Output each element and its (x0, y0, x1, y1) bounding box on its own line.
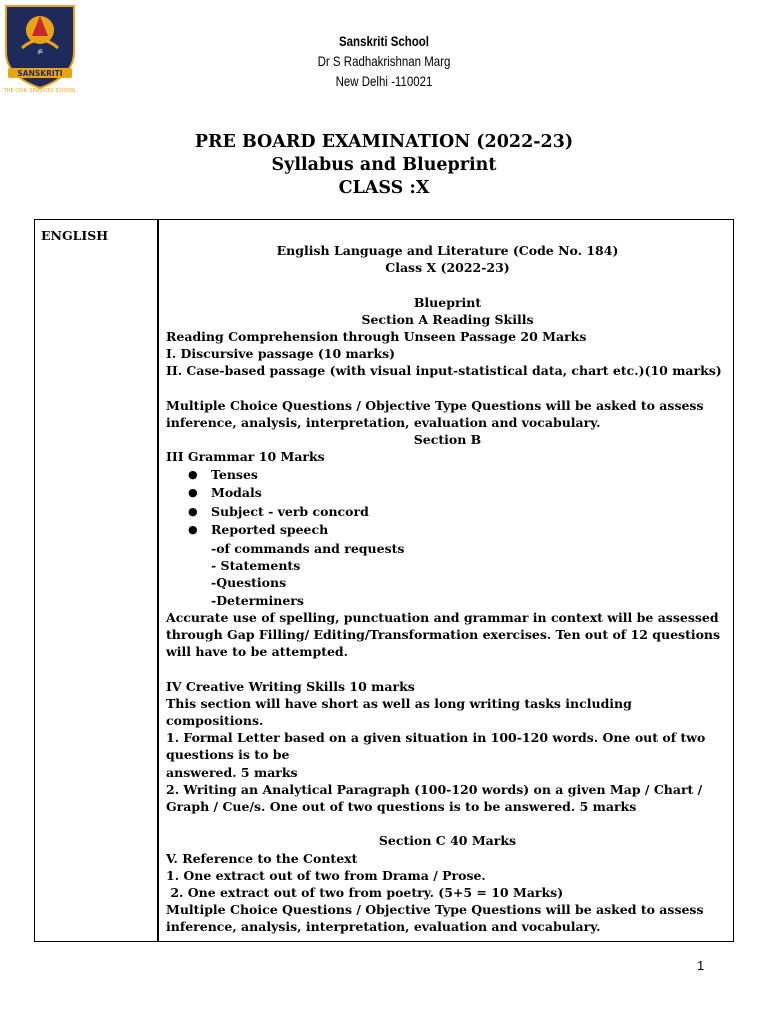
mcq-note: Multiple Choice Questions / Objective Type Questions will be asked to assess inference, analysis, interpretation, evaluation and vocabulary. (166, 902, 704, 935)
syllabus-content (159, 220, 733, 936)
course-class: Class X (2022-23) (385, 260, 510, 276)
reported-sub-item: -of commands and requests (211, 540, 405, 556)
grammar-list (166, 466, 729, 540)
writing-item-2: 2. Writing an Analytical Paragraph (100-120 words) on a given Map / Chart / Graph / Cue/s. One out of two questions is to be answered. 5 marks (166, 781, 703, 815)
subject-label: ENGLISH (41, 228, 109, 243)
svg-text:THE CIVIL SERVICES SCHOOL: THE CIVIL SERVICES SCHOOL (3, 88, 77, 94)
mcq-note: Multiple Choice Questions / Objective Type Questions will be asked to assess inference, analysis, interpretation, evaluation and vocabulary. (166, 397, 704, 430)
writing-item-1-cont: answered. 5 marks (166, 764, 298, 780)
reported-sub-item: -Determiners (211, 592, 304, 608)
grammar-note: Accurate use of spelling, punctuation and grammar in context will be assessed through Gap Filling/ Editing/Transformation exercises. Ten out of 12 questions will have to be attempted. (166, 609, 721, 660)
reference-heading: V. Reference to the Context (166, 850, 358, 866)
list-item: ● Modals (166, 484, 729, 503)
list-item: ● Subject - verb concord (166, 503, 729, 522)
exam-title: PRE BOARD EXAMINATION (2022-23) (194, 132, 574, 152)
subject-cell (35, 220, 159, 942)
school-logo (0, 2, 80, 94)
reference-item-1: 1. One extract out of two from Drama / Prose. (166, 867, 486, 883)
syllabus-cell (158, 220, 734, 942)
list-item: ● Tenses (166, 466, 729, 485)
reported-sub-item: - Statements (211, 558, 301, 574)
writing-heading: IV Creative Writing Skills 10 marks (166, 678, 415, 694)
list-item: ● Reported speech (166, 521, 729, 540)
doc-subtitle: Syllabus and Blueprint (271, 155, 497, 175)
reading-heading: Reading Comprehension through Unseen Passage 20 Marks (166, 329, 587, 344)
reference-item-2: 2. One extract out of two from poetry. (5+5 = 10 Marks) (166, 885, 564, 901)
syllabus-table (34, 219, 734, 942)
school-header (69, 31, 699, 91)
reading-item-1: I. Discursive passage (10 marks) (166, 346, 396, 362)
school-name: Sanskriti School (339, 33, 429, 49)
page-number: 1 (697, 958, 705, 973)
school-address-line2: New Delhi -110021 (335, 73, 433, 89)
writing-intro: This section will have short as well as long writing tasks including compositions. (166, 695, 632, 728)
section-b-heading: Section B (413, 432, 482, 448)
svg-text:SANSKRITI: SANSKRITI (17, 69, 63, 78)
section-a-heading: Section A Reading Skills (361, 311, 534, 327)
school-address-line1: Dr S Radhakrishnan Marg (317, 53, 451, 69)
document-heading (0, 131, 768, 200)
grammar-heading: III Grammar 10 Marks (166, 449, 325, 465)
reading-item-2: II. Case-based passage (with visual input-statistical data, chart etc.)(10 marks) (166, 363, 722, 379)
reported-sub-item: -Questions (211, 575, 287, 591)
writing-item-1: 1. Formal Letter based on a given situation in 100-120 words. One out of two questions is to be (166, 730, 706, 763)
table-row (35, 220, 734, 942)
course-title: English Language and Literature (Code No. 184) (276, 243, 619, 258)
blueprint-heading: Blueprint (413, 294, 482, 310)
logo-motto: ॐ (37, 49, 43, 56)
class-label: CLASS :X (338, 178, 430, 198)
section-c-heading: Section C 40 Marks (378, 833, 517, 849)
